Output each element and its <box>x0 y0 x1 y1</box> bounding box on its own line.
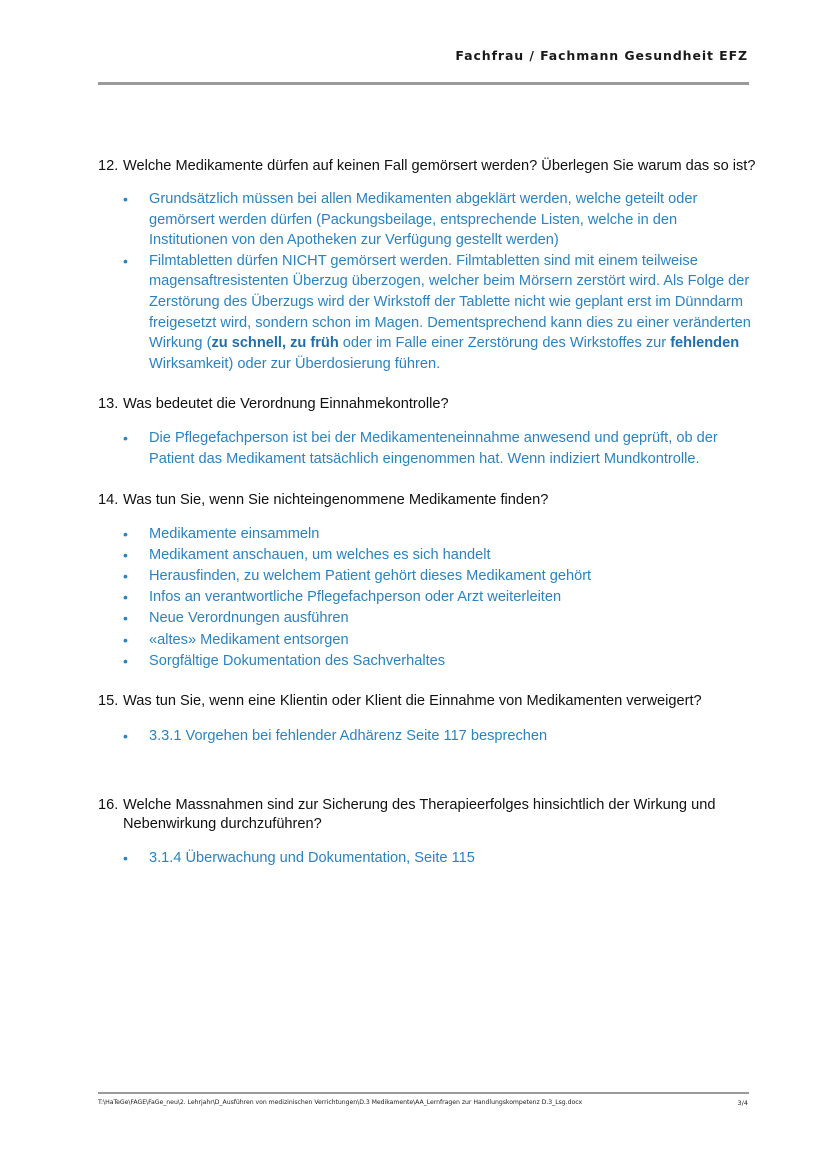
question-number: 14. <box>98 491 119 508</box>
bullet-icon: • <box>123 191 128 207</box>
answer-list-14 <box>98 524 758 672</box>
question-text: Was bedeutet die Verordnung Einnahmekontrolle? <box>123 396 449 413</box>
emphasis-text: zu schnell, zu früh <box>211 335 339 352</box>
answer-item: • Grundsätzlich müssen bei allen Medikamenten abgeklärt werden, welche geteilt oder gemörsert werden dürfen (Packungsbeilage, entsprechende Listen, welche in den Institutionen von den Apotheken zur Verfügung gestellt werden) <box>123 191 698 249</box>
answer-item: • Filmtabletten dürfen NICHT gemörsert werden. Filmtabletten sind mit einem teilweise magensaftresistenten Überzug überzogen, welcher beim Mörsern zerstört wird. Als Folge der Zerstörung des Überzugs wird der Wirkstoff der Tablette nicht wie geplant erst im Dünndarm freigesetzt wird, sondern schon im Magen. Dementsprechend kann dies zu einer veränderten Wirkung (zu schnell, zu früh oder im Falle einer Zerstörung des Wirkstoffes zur fehlenden Wirksamkeit) oder zur Überdosierung führen. <box>123 252 751 372</box>
bullet-icon: • <box>123 525 128 542</box>
question-text: Was tun Sie, wenn eine Klientin oder Klient die Einnahme von Medikamenten verweigert? <box>123 692 702 709</box>
question-number: 12. <box>98 158 119 174</box>
question-number: 15. <box>98 692 119 709</box>
bullet-icon: • <box>123 430 128 447</box>
bullet-icon: • <box>123 567 128 584</box>
answer-item: • 3.3.1 Vorgehen bei fehlender Adhärenz Seite 117 besprechen <box>98 726 758 747</box>
header-title: Fachfrau / Fachmann Gesundheit EFZ <box>455 48 748 63</box>
page-number: 3/4 <box>737 1099 748 1107</box>
answer-item: • Sorgfältige Dokumentation des Sachverhaltes <box>98 651 758 672</box>
answer-list-16 <box>98 848 758 869</box>
question-14 <box>98 491 758 510</box>
answer-item: • Herausfinden, zu welchem Patient gehört dieses Medikament gehört <box>98 566 758 587</box>
document-body <box>98 157 758 868</box>
question-16 <box>98 796 758 834</box>
footer-divider <box>98 1092 749 1094</box>
answer-list-12 <box>98 189 758 374</box>
answer-item: • Infos an verantwortliche Pflegefachperson oder Arzt weiterleiten <box>98 587 758 608</box>
answer-item: • «altes» Medikament entsorgen <box>98 630 758 651</box>
bullet-icon: • <box>123 610 128 627</box>
question-15 <box>98 692 758 711</box>
bullet-icon: • <box>123 589 128 606</box>
question-12 <box>98 157 758 176</box>
answer-list-13 <box>98 428 758 469</box>
question-number: 13. <box>98 396 119 413</box>
bullet-icon: • <box>123 652 128 669</box>
question-text: Welche Medikamente dürfen auf keinen Fall gemörsert werden? Überlegen Sie warum das so ist? <box>123 158 756 174</box>
header-divider <box>98 82 749 85</box>
question-number: 16. <box>98 796 119 813</box>
answer-item: • 3.1.4 Überwachung und Dokumentation, Seite 115 <box>98 848 758 869</box>
bullet-icon: • <box>123 252 128 269</box>
footer-file-path: T:\HaTeGe\FAGE\FaGe_neu\2. Lehrjahr\D_Ausführen von medizinischen Verrichtungen\D.3 Medikamente\AA_Lernfragen zur Handlungskompetenz D.3_Lsg.docx <box>98 1099 583 1106</box>
question-text: Welche Massnahmen sind zur Sicherung des Therapieerfolges hinsichtlich der Wirkung und Nebenwirkung durchzuführen? <box>123 796 716 832</box>
bullet-icon: • <box>123 727 128 744</box>
question-13 <box>98 395 758 414</box>
answer-item: • Die Pflegefachperson ist bei der Medikamenteneinnahme anwesend und geprüft, ob der Patient das Medikament tatsächlich eingenommen hat. Wenn indiziert Mundkontrolle. <box>123 430 718 467</box>
bullet-icon: • <box>123 546 128 563</box>
bullet-icon: • <box>123 631 128 648</box>
answer-item: • Medikamente einsammeln <box>98 524 758 545</box>
answer-list-15 <box>98 726 758 747</box>
answer-item: • Neue Verordnungen ausführen <box>98 608 758 629</box>
emphasis-text: fehlenden <box>670 335 740 352</box>
answer-item: • Medikament anschauen, um welches es sich handelt <box>98 545 758 566</box>
bullet-icon: • <box>123 849 128 866</box>
question-text: Was tun Sie, wenn Sie nichteingenommene Medikamente finden? <box>123 491 549 508</box>
